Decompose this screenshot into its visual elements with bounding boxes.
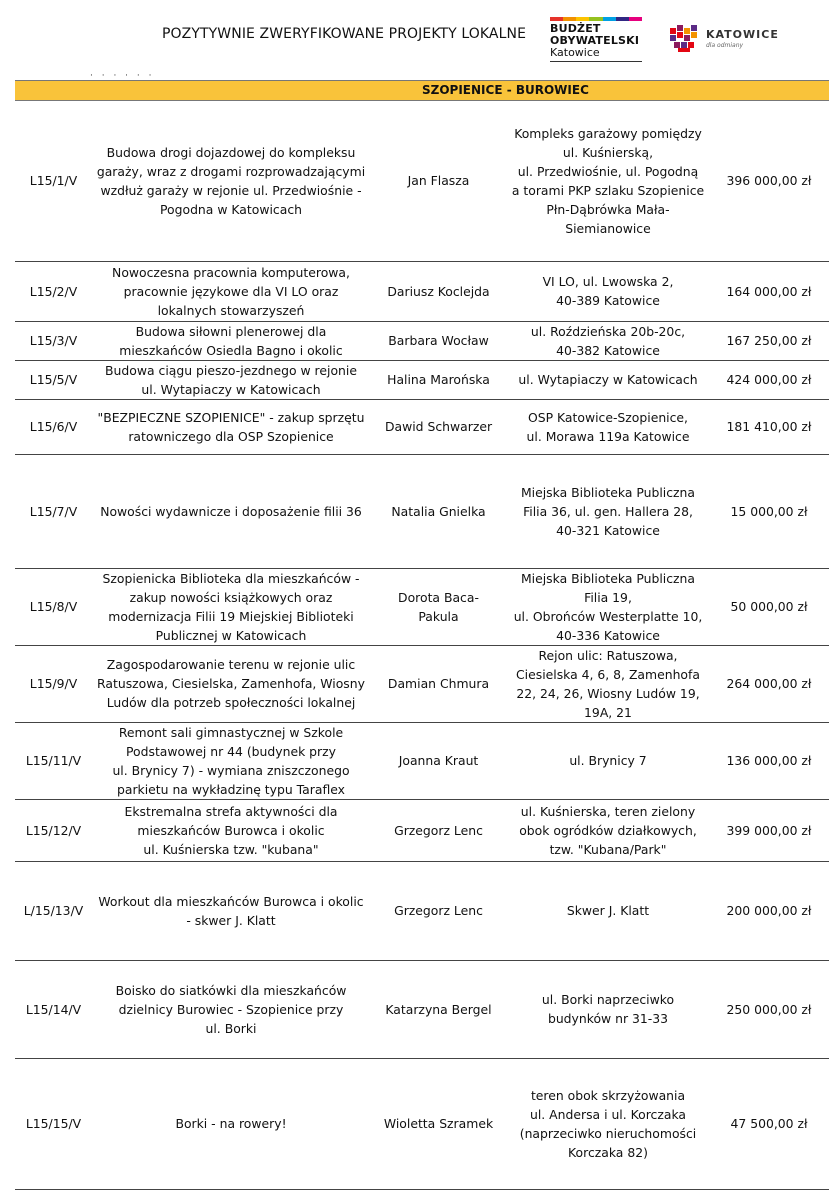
project-location-line: ul. Przedwiośnie, ul. Pogodną — [517, 163, 699, 179]
project-name-cell — [92, 261, 370, 321]
logo-underline — [550, 61, 642, 62]
crown-block — [678, 48, 690, 52]
project-name-line: Budowa siłowni plenerowej dla — [135, 323, 327, 339]
project-amount-cell — [709, 454, 829, 568]
project-id-cell — [15, 454, 92, 568]
logo-line-1: BUDŻET — [550, 22, 601, 35]
project-amount-cell — [709, 960, 829, 1058]
crown-block — [684, 35, 690, 41]
project-name-line: parkietu na wykładzinę typu Taraflex — [117, 781, 345, 797]
section-name: SZOPIENICE - BUROWIEC — [422, 83, 589, 97]
project-id-cell — [15, 722, 92, 799]
project-location-line: VI LO, ul. Lwowska 2, — [542, 274, 674, 289]
project-author-line: Natalia Gnielka — [391, 503, 486, 519]
project-amount: 15 000,00 zł — [730, 503, 808, 519]
project-amount-cell — [709, 321, 829, 360]
project-author-cell — [370, 861, 507, 960]
cut-off-text: · · · · · · — [90, 71, 155, 76]
crown-block — [670, 28, 676, 34]
project-name-cell — [92, 454, 370, 568]
project-name-line: Ludów dla potrzeb społeczności lokalnej — [106, 695, 356, 710]
project-author-line: Halina Marońska — [387, 372, 490, 387]
logo-color-bar — [550, 17, 563, 21]
katowice-logo-tagline: dla odmiany — [706, 42, 744, 49]
project-id: L15/3/V — [29, 333, 78, 348]
project-author-line: Katarzyna Bergel — [385, 1001, 492, 1017]
project-location-line: Skwer J. Klatt — [566, 903, 650, 918]
project-amount-cell — [709, 861, 829, 960]
project-name-line: Borki - na rowery! — [175, 1116, 287, 1131]
project-name-cell — [92, 568, 370, 645]
katowice-logo-name: KATOWICE — [706, 28, 779, 41]
project-id-cell — [15, 799, 92, 861]
budzet-obywatelski-logo — [550, 17, 642, 63]
project-location-line: ul. Kuśnierska, teren zielony — [520, 803, 696, 819]
project-author-line: Damian Chmura — [387, 676, 490, 691]
project-author-cell — [370, 261, 507, 321]
project-location-cell — [507, 722, 709, 799]
project-location-cell — [507, 1058, 709, 1189]
project-location-cell — [507, 861, 709, 960]
crown-block — [688, 42, 694, 48]
logo-color-bar — [603, 17, 616, 21]
project-location-line: 40-389 Katowice — [556, 293, 660, 308]
project-location-cell — [507, 261, 709, 321]
project-name-line: - skwer J. Klatt — [186, 912, 276, 928]
project-name-line: "BEZPIECZNE SZOPIENICE" - zakup sprzętu — [97, 409, 365, 425]
project-location-line: Kompleks garażowy pomiędzy — [514, 125, 702, 141]
project-name-cell — [92, 861, 370, 960]
project-location-line: ul. Obrońców Westerplatte 10, — [513, 608, 703, 624]
project-location-line: Korczaka 82) — [568, 1144, 648, 1160]
project-name-line: Remont sali gimnastycznej w Szkole — [118, 724, 344, 740]
project-name-line: Ekstremalna strefa aktywności dla — [124, 803, 338, 819]
project-name-line: mieszkańców Osiedla Bagno i okolic — [119, 342, 343, 358]
table-row — [15, 261, 829, 321]
project-amount-cell — [709, 399, 829, 454]
project-location-line: OSP Katowice-Szopienice, — [527, 409, 688, 425]
logo-color-bar — [576, 17, 589, 21]
project-location-cell — [507, 645, 709, 722]
project-location-line: 19A, 21 — [584, 704, 632, 720]
project-location-line: ul. Borki naprzeciwko — [541, 992, 675, 1007]
project-amount: 164 000,00 zł — [726, 283, 812, 299]
projects-table — [15, 101, 829, 1190]
project-id: L15/8/V — [29, 599, 78, 614]
project-id: L15/15/V — [25, 1116, 82, 1131]
project-location-line: (naprzeciwko nieruchomości — [519, 1125, 697, 1141]
project-amount: 50 000,00 zł — [730, 599, 808, 614]
project-location-cell — [507, 360, 709, 399]
project-location-line: 40-336 Katowice — [556, 627, 660, 643]
project-name-line: Ratuszowa, Ciesielska, Zamenhofa, Wiosny — [97, 676, 365, 691]
logo-color-bar — [563, 17, 576, 21]
project-location-line: budynków nr 31-33 — [547, 1011, 669, 1026]
project-author-line: Jan Flasza — [407, 173, 470, 189]
table-row — [15, 645, 829, 722]
project-location-line: a torami PKP szlaku Szopienice — [511, 182, 705, 198]
crown-block — [684, 28, 690, 34]
project-location-line: teren obok skrzyżowania — [530, 1087, 686, 1103]
project-author-cell — [370, 321, 507, 360]
project-name-line: Workout dla mieszkańców Burowca i okolic — [98, 893, 364, 909]
project-id-cell — [15, 321, 92, 360]
table-row — [15, 960, 829, 1058]
project-author-cell — [370, 568, 507, 645]
project-location-line: ul. Kuśnierską, — [562, 144, 654, 160]
project-id-cell — [15, 261, 92, 321]
project-name-line: ul. Brynicy 7) - wymiana zniszczonego — [112, 762, 350, 778]
project-location-line: Siemianowice — [565, 220, 651, 236]
project-amount-cell — [709, 722, 829, 799]
katowice-logo — [668, 20, 778, 62]
project-amount-cell — [709, 101, 829, 261]
project-author-cell — [370, 360, 507, 399]
project-name-line: modernizacja Filii 19 Miejskiej Biblioteki — [108, 608, 354, 624]
project-author-line: Dariusz Koclejda — [387, 283, 490, 299]
project-name-cell — [92, 321, 370, 360]
project-author-line: Pakula — [418, 608, 459, 624]
project-id: L15/2/V — [29, 283, 78, 299]
table-row — [15, 399, 829, 454]
project-location-cell — [507, 568, 709, 645]
page-title: POZYTYWNIE ZWERYFIKOWANE PROJEKTY LOKALNE — [162, 26, 527, 42]
project-author-cell — [370, 399, 507, 454]
project-name-cell — [92, 399, 370, 454]
project-name-line: ul. Wytapiaczy w Katowicach — [141, 381, 321, 397]
project-amount: 250 000,00 zł — [726, 1001, 812, 1017]
project-id: L15/11/V — [25, 753, 82, 768]
project-name-line: garaży, wraz z drogami rozprowadzającymi — [96, 163, 366, 179]
project-author-line: Joanna Kraut — [398, 753, 479, 768]
crown-block — [677, 32, 683, 38]
project-location-cell — [507, 799, 709, 861]
project-name-line: Pogodna w Katowicach — [160, 201, 302, 217]
project-id: L/15/13/V — [23, 903, 84, 918]
crown-block — [674, 42, 680, 48]
project-id: L15/12/V — [25, 822, 82, 838]
project-name-line: ratowniczego dla OSP Szopienice — [128, 428, 334, 444]
project-name-line: Szopienicka Biblioteka dla mieszkańców - — [102, 570, 360, 586]
project-amount: 47 500,00 zł — [730, 1116, 808, 1131]
project-id: L15/14/V — [25, 1001, 82, 1017]
crown-block — [691, 25, 697, 31]
project-amount-cell — [709, 1058, 829, 1189]
logo-color-bar — [589, 17, 602, 21]
project-author-cell — [370, 645, 507, 722]
project-id-cell — [15, 360, 92, 399]
project-name-cell — [92, 960, 370, 1058]
project-location-cell — [507, 960, 709, 1058]
project-author-line: Dorota Baca- — [398, 589, 479, 605]
logo-line-2: OBYWATELSKI — [550, 34, 640, 47]
project-amount: 167 250,00 zł — [726, 333, 812, 348]
project-name-line: dzielnicy Burowiec - Szopienice przy — [118, 1001, 344, 1017]
project-location-line: 40-321 Katowice — [556, 522, 660, 538]
project-name-line: Budowa ciągu pieszo-jezdnego w rejonie — [105, 362, 357, 378]
crown-block — [677, 25, 683, 31]
project-location-line: obok ogródków działkowych, — [519, 822, 697, 838]
project-name-line: lokalnych stowarzyszeń — [157, 302, 305, 318]
project-name-line: ul. Borki — [205, 1020, 257, 1036]
project-name-line: Budowa drogi dojazdowej do kompleksu — [106, 144, 356, 160]
logo-color-bar — [616, 17, 629, 21]
project-name-cell — [92, 1058, 370, 1189]
project-name-line: pracownie językowe dla VI LO oraz — [123, 283, 339, 299]
project-name-line: Publicznej w Katowicach — [155, 627, 307, 643]
project-id-cell — [15, 101, 92, 261]
project-id-cell — [15, 399, 92, 454]
project-id-cell — [15, 568, 92, 645]
project-name-cell — [92, 722, 370, 799]
project-location-cell — [507, 454, 709, 568]
project-id-cell — [15, 861, 92, 960]
logo-color-bar — [629, 17, 642, 21]
project-author-cell — [370, 799, 507, 861]
project-amount: 181 410,00 zł — [726, 419, 812, 434]
project-location-line: Płn-Dąbrówka Mała- — [546, 201, 670, 217]
table-row — [15, 568, 829, 645]
project-location-line: ul. Brynicy 7 — [569, 753, 647, 768]
project-location-line: Ciesielska 4, 6, 8, Zamenhofa — [516, 666, 700, 682]
project-location-line: ul. Andersa i ul. Korczaka — [530, 1106, 686, 1122]
project-id: L15/6/V — [29, 419, 78, 434]
project-name-line: Zagospodarowanie terenu w rejonie ulic — [106, 657, 356, 672]
table-row — [15, 722, 829, 799]
project-name-line: wzdłuż garaży w rejonie ul. Przedwiośnie - — [100, 182, 362, 198]
project-id: L15/9/V — [29, 676, 78, 691]
project-id-cell — [15, 1058, 92, 1189]
logo-color-bars — [550, 17, 642, 21]
project-location-cell — [507, 321, 709, 360]
project-amount-cell — [709, 261, 829, 321]
table-row — [15, 454, 829, 568]
section-header — [15, 80, 829, 101]
project-id-cell — [15, 645, 92, 722]
table-row — [15, 101, 829, 261]
project-author-cell — [370, 454, 507, 568]
project-author-line: Barbara Wocław — [388, 333, 489, 348]
project-author-line: Dawid Schwarzer — [384, 419, 493, 434]
project-location-line: ul. Morawa 119a Katowice — [526, 428, 690, 444]
project-amount-cell — [709, 799, 829, 861]
project-amount-cell — [709, 645, 829, 722]
table-row — [15, 1058, 829, 1189]
project-amount: 396 000,00 zł — [726, 173, 812, 189]
project-location-line: ul. Roździeńska 20b-20c, — [530, 323, 686, 339]
project-name-cell — [92, 360, 370, 399]
project-author-line: Grzegorz Lenc — [394, 903, 483, 918]
project-name-cell — [92, 645, 370, 722]
project-name-line: zakup nowości książkowych oraz — [129, 589, 333, 605]
crown-block — [670, 35, 676, 41]
project-amount-cell — [709, 568, 829, 645]
crown-block — [681, 42, 687, 48]
table-row — [15, 321, 829, 360]
crown-block — [691, 32, 697, 38]
logo-line-3: Katowice — [550, 46, 600, 59]
project-name-line: Boisko do siatkówki dla mieszkańców — [115, 982, 347, 998]
project-name-line: Nowości wydawnicze i doposażenie filii 36 — [100, 503, 362, 519]
project-id-cell — [15, 960, 92, 1058]
project-author-cell — [370, 1058, 507, 1189]
project-amount: 200 000,00 zł — [726, 903, 812, 918]
table-row — [15, 861, 829, 960]
project-location-line: Filia 36, ul. gen. Hallera 28, — [523, 503, 693, 519]
project-id: L15/1/V — [29, 173, 78, 189]
project-author-cell — [370, 101, 507, 261]
project-id: L15/7/V — [29, 503, 78, 519]
project-name-line: ul. Kuśnierska tzw. "kubana" — [143, 841, 319, 857]
project-name-line: mieszkańców Burowca i okolic — [137, 822, 325, 838]
katowice-crown-icon — [668, 20, 702, 54]
project-location-cell — [507, 399, 709, 454]
project-amount: 264 000,00 zł — [726, 676, 812, 691]
project-amount-cell — [709, 360, 829, 399]
project-location-line: Rejon ulic: Ratuszowa, — [538, 647, 678, 663]
table-row — [15, 799, 829, 861]
document-header — [0, 0, 829, 80]
project-name-line: Nowoczesna pracownia komputerowa, — [112, 264, 350, 280]
project-amount: 424 000,00 zł — [726, 372, 812, 387]
project-amount: 136 000,00 zł — [726, 753, 812, 768]
project-amount: 399 000,00 zł — [726, 822, 812, 838]
project-author-line: Grzegorz Lenc — [394, 822, 483, 838]
project-author-cell — [370, 960, 507, 1058]
project-name-cell — [92, 101, 370, 261]
project-id: L15/5/V — [29, 372, 78, 387]
project-location-line: Miejska Biblioteka Publiczna — [520, 484, 695, 500]
project-name-cell — [92, 799, 370, 861]
project-location-line: ul. Wytapiaczy w Katowicach — [518, 372, 698, 387]
project-author-line: Wioletta Szramek — [383, 1116, 494, 1131]
project-location-line: tzw. "Kubana/Park" — [549, 841, 667, 857]
table-row — [15, 360, 829, 399]
project-author-cell — [370, 722, 507, 799]
project-location-cell — [507, 101, 709, 261]
project-location-line: Filia 19, — [584, 589, 632, 605]
project-location-line: 22, 24, 26, Wiosny Ludów 19, — [516, 685, 700, 701]
project-name-line: Podstawowej nr 44 (budynek przy — [126, 743, 336, 759]
project-location-line: 40-382 Katowice — [556, 342, 660, 358]
project-location-line: Miejska Biblioteka Publiczna — [520, 570, 695, 586]
